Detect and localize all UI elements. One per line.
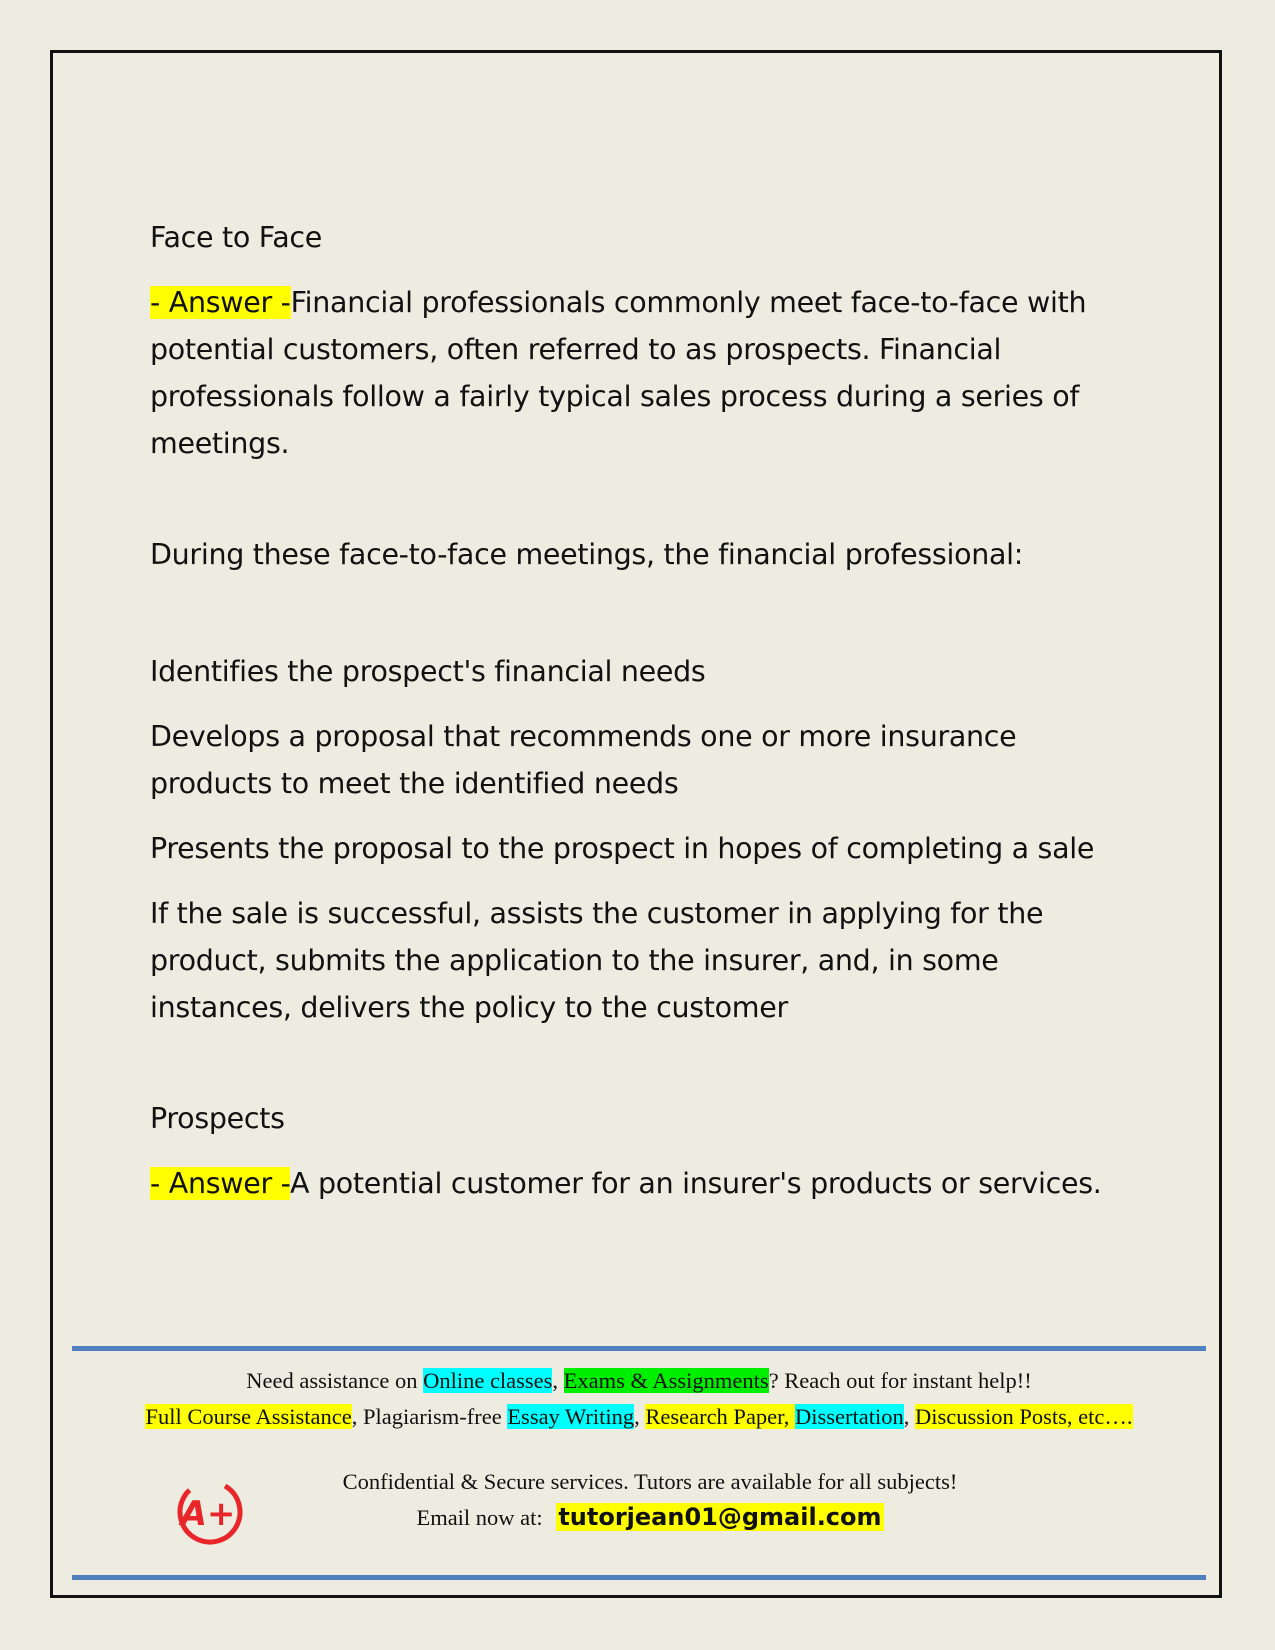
document-body xyxy=(150,214,1140,1207)
email-link[interactable]: tutorjean01@gmail.com xyxy=(558,1503,882,1531)
answer-paragraph xyxy=(150,279,1140,467)
svg-text:A+: A+ xyxy=(180,1494,236,1534)
footer-text: , Plagiarism-free xyxy=(351,1404,508,1429)
footer-text: , xyxy=(903,1404,915,1429)
term-heading: Face to Face xyxy=(150,221,323,254)
step-item: If the sale is successful, assists the customer in applying for the product, submits the application to the insurer, and, in some instances, delivers the policy to the customer xyxy=(150,897,1044,1024)
answer-paragraph xyxy=(150,1160,1140,1207)
email-label: Email now at: xyxy=(416,1505,549,1530)
footer-line-confidential: Confidential & Secure services. Tutors are available for all subjects! xyxy=(342,1469,958,1494)
footer-highlight: Exams & Assignments xyxy=(563,1368,769,1393)
footer-line-email xyxy=(150,1503,1150,1531)
answer-label: - Answer - xyxy=(150,1167,291,1200)
footer-text: Need assistance on xyxy=(246,1368,424,1393)
answer-text: A potential customer for an insurer's products or services. xyxy=(290,1167,1102,1200)
intro-text: During these face-to-face meetings, the financial professional: xyxy=(150,538,1024,571)
term-heading: Prospects xyxy=(150,1102,285,1135)
footer-highlight: Research Paper, xyxy=(645,1404,796,1429)
step-item: Presents the proposal to the prospect in hopes of completing a sale xyxy=(150,832,1095,865)
step-item: Identifies the prospect's financial needs xyxy=(150,655,706,688)
footer-divider-bottom xyxy=(72,1575,1206,1580)
footer-line-services xyxy=(72,1404,1206,1430)
footer-highlight: Discussion Posts, etc…. xyxy=(915,1404,1133,1429)
answer-text: Financial professionals commonly meet face-to-face with potential customers, often referred to as prospects. Financial professionals follow a fairly typical sales process during a series of meetings. xyxy=(150,286,1087,460)
footer-divider-top xyxy=(72,1346,1206,1351)
footer-highlight: Full Course Assistance xyxy=(145,1404,352,1429)
step-item: Develops a proposal that recommends one or more insurance products to meet the identified needs xyxy=(150,720,1017,800)
footer-line-assistance xyxy=(72,1368,1206,1394)
footer-highlight: Dissertation xyxy=(795,1404,904,1429)
footer-highlight: Essay Writing xyxy=(507,1404,635,1429)
footer-text: ? Reach out for instant help!! xyxy=(768,1368,1032,1393)
answer-label: - Answer - xyxy=(150,286,291,319)
footer-text: , xyxy=(634,1404,646,1429)
footer-text: , xyxy=(552,1368,564,1393)
footer-highlight: Online classes xyxy=(423,1368,553,1393)
